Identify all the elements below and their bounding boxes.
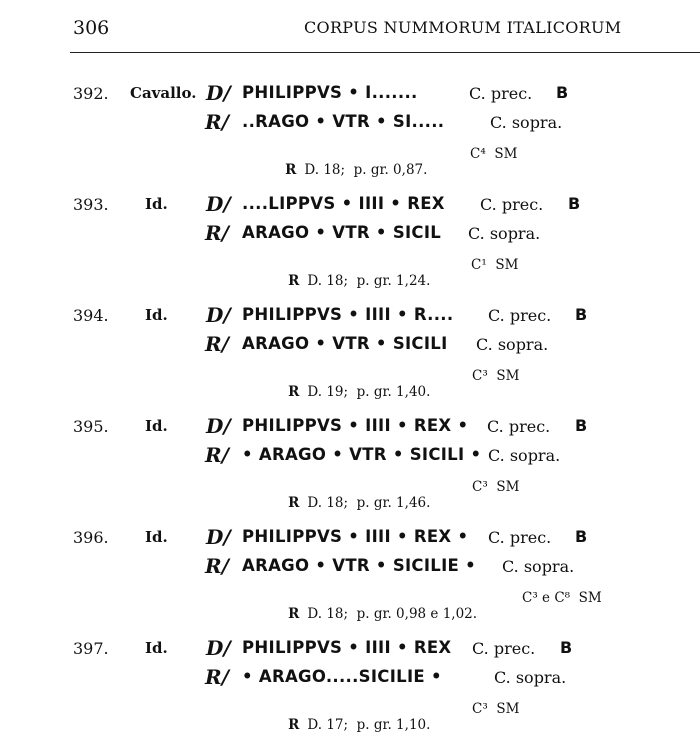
entry-type: Cavallo.: [130, 84, 197, 102]
entry-type: Id.: [145, 528, 168, 546]
coin-details: [271, 701, 430, 749]
header-rule: [70, 52, 700, 53]
obverse-description: C. prec.: [488, 306, 552, 325]
collection-ref: C³ SM: [472, 701, 520, 717]
reverse-legend: ..RAGO • VTR • SI.....: [242, 112, 445, 131]
entry-number: 395.: [73, 417, 109, 436]
page-number: 306: [73, 17, 110, 39]
coin-details: [271, 368, 430, 416]
obverse-legend: PHILIPPVS • IIII • REX: [242, 638, 452, 657]
catalog-entry-392: [0, 81, 700, 194]
reverse-legend: ARAGO • VTR • SICILIE •: [242, 556, 477, 575]
running-title: CORPUS NUMMORUM ITALICORUM: [304, 18, 622, 37]
obverse-legend: PHILIPPVS • IIII • R....: [242, 305, 454, 324]
measurements: D. 18; p. gr. 0,87.: [304, 162, 428, 178]
entry-type: Id.: [145, 639, 168, 657]
catalog-entry-394: [0, 303, 700, 416]
obverse-legend: ....LIPPVS • IIII • REX: [242, 194, 445, 213]
reverse-description: C. sopra.: [488, 446, 561, 465]
reverse-symbol: R/: [205, 554, 229, 578]
obverse-legend: PHILIPPVS • I.......: [242, 83, 418, 102]
rarity-mark: R: [288, 717, 300, 733]
measurements: D. 18; p. gr. 1,46.: [307, 495, 431, 511]
coin-details: [271, 590, 477, 638]
reverse-description: C. sopra.: [494, 668, 567, 687]
entry-number: 394.: [73, 306, 109, 325]
coin-details: [271, 257, 430, 305]
measurements: D. 18; p. gr. 0,98 e 1,02.: [307, 606, 478, 622]
rarity-mark: R: [288, 384, 300, 400]
reverse-symbol: R/: [205, 443, 229, 467]
reverse-symbol: R/: [205, 665, 229, 689]
obverse-description: C. prec.: [469, 84, 533, 103]
metal-grade: B: [556, 83, 569, 102]
collection-ref: C¹ SM: [471, 257, 519, 273]
metal-grade: B: [575, 305, 588, 324]
obverse-description: C. prec.: [488, 528, 552, 547]
reverse-legend: ARAGO • VTR • SICIL: [242, 223, 442, 242]
entry-type: Id.: [145, 417, 168, 435]
coin-details: [268, 146, 427, 194]
catalog-entry-396: [0, 525, 700, 638]
reverse-symbol: R/: [205, 110, 229, 134]
metal-grade: B: [575, 527, 588, 546]
obverse-description: C. prec.: [480, 195, 544, 214]
obverse-symbol: D/: [206, 636, 231, 660]
entry-type: Id.: [145, 306, 168, 324]
rarity-mark: R: [288, 495, 300, 511]
reverse-legend: ARAGO • VTR • SICILI: [242, 334, 448, 353]
obverse-symbol: D/: [206, 525, 231, 549]
collection-ref: C⁴ SM: [470, 146, 518, 162]
metal-grade: B: [560, 638, 573, 657]
reverse-description: C. sopra.: [490, 113, 563, 132]
obverse-legend: PHILIPPVS • IIII • REX •: [242, 527, 469, 546]
coin-details: [271, 479, 430, 527]
collection-ref: C³ e C⁸ SM: [522, 590, 602, 606]
metal-grade: B: [568, 194, 581, 213]
measurements: D. 18; p. gr. 1,24.: [307, 273, 431, 289]
reverse-symbol: R/: [205, 221, 229, 245]
catalog-entry-393: [0, 192, 700, 305]
collection-ref: C³ SM: [472, 479, 520, 495]
reverse-description: C. sopra.: [502, 557, 575, 576]
measurements: D. 19; p. gr. 1,40.: [307, 384, 431, 400]
obverse-description: C. prec.: [487, 417, 551, 436]
rarity-mark: R: [288, 273, 300, 289]
metal-grade: B: [575, 416, 588, 435]
entry-number: 396.: [73, 528, 109, 547]
obverse-symbol: D/: [206, 414, 231, 438]
reverse-symbol: R/: [205, 332, 229, 356]
obverse-symbol: D/: [206, 81, 231, 105]
catalog-entry-397: [0, 636, 700, 749]
obverse-symbol: D/: [206, 303, 231, 327]
reverse-description: C. sopra.: [468, 224, 541, 243]
obverse-legend: PHILIPPVS • IIII • REX •: [242, 416, 469, 435]
rarity-mark: R: [288, 606, 300, 622]
entry-number: 392.: [73, 84, 109, 103]
measurements: D. 17; p. gr. 1,10.: [307, 717, 431, 733]
obverse-description: C. prec.: [472, 639, 536, 658]
collection-ref: C³ SM: [472, 368, 520, 384]
obverse-symbol: D/: [206, 192, 231, 216]
reverse-legend: • ARAGO • VTR • SICILI •: [242, 445, 482, 464]
entry-number: 393.: [73, 195, 109, 214]
catalog-entry-395: [0, 414, 700, 527]
entry-type: Id.: [145, 195, 168, 213]
reverse-legend: • ARAGO.....SICILIE •: [242, 667, 442, 686]
reverse-description: C. sopra.: [476, 335, 549, 354]
rarity-mark: R: [285, 162, 297, 178]
entry-number: 397.: [73, 639, 109, 658]
